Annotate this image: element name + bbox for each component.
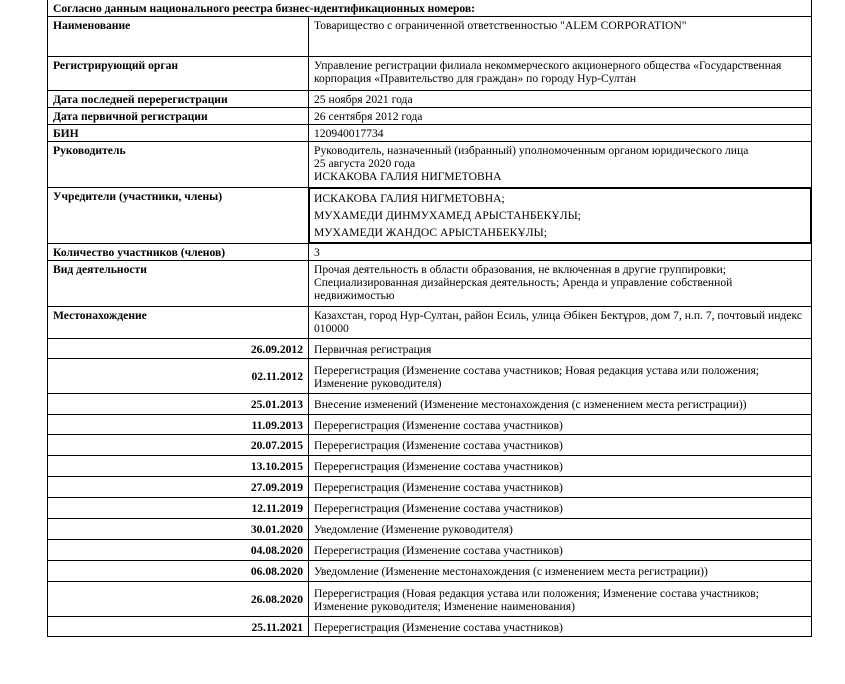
history-row bbox=[48, 582, 812, 617]
field-row-bin bbox=[48, 125, 812, 142]
head-role: Руководитель, назначенный (избранный) уполномоченным органом юридического лица bbox=[314, 144, 749, 157]
history-row bbox=[48, 359, 812, 394]
history-event: Уведомление (Изменение руководителя) bbox=[309, 519, 812, 540]
history-date: 26.09.2012 bbox=[48, 339, 309, 359]
field-row-participants-count bbox=[48, 244, 812, 261]
history-date: 12.11.2019 bbox=[48, 498, 309, 519]
field-row-founders bbox=[48, 188, 812, 244]
history-event: Перерегистрация (Новая редакция устава или положения; Изменение состава участников; Изменение руководителя; Изменение наименования) bbox=[309, 582, 812, 617]
founder-item: ИСКАКОВА ГАЛИЯ НИГМЕТОВНА; bbox=[314, 192, 505, 205]
history-row bbox=[48, 415, 812, 435]
history-date: 30.01.2020 bbox=[48, 519, 309, 540]
founder-item: МУХАМЕДИ ЖАНДОС АРЫСТАНБЕКҰЛЫ; bbox=[314, 226, 547, 239]
history-event: Перерегистрация (Изменение состава участников) bbox=[309, 498, 812, 519]
history-date: 02.11.2012 bbox=[48, 359, 309, 394]
field-row-registrar bbox=[48, 57, 812, 91]
header-row bbox=[48, 0, 812, 17]
field-label: Дата последней перерегистрации bbox=[48, 91, 309, 108]
field-label: Наименование bbox=[48, 17, 309, 57]
field-row-first-registration bbox=[48, 108, 812, 125]
founder-item: МУХАМЕДИ ДИНМУХАМЕД АРЫСТАНБЕКҰЛЫ; bbox=[314, 209, 581, 222]
history-event: Перерегистрация (Изменение состава участников) bbox=[309, 415, 812, 435]
field-label: Местонахождение bbox=[48, 307, 309, 339]
history-date: 20.07.2015 bbox=[48, 435, 309, 456]
field-label: БИН bbox=[48, 125, 309, 142]
history-date: 06.08.2020 bbox=[48, 561, 309, 582]
history-event: Перерегистрация (Изменение состава участников) bbox=[309, 477, 812, 498]
founders-box bbox=[309, 188, 811, 243]
history-date: 27.09.2019 bbox=[48, 477, 309, 498]
field-label: Учредители (участники, члены) bbox=[48, 188, 309, 244]
field-label: Дата первичной регистрации bbox=[48, 108, 309, 125]
history-row bbox=[48, 456, 812, 477]
field-value: Казахстан, город Нур-Султан, район Есиль, улица Әбікен Бектұров, дом 7, н.п. 7, почтовый индекс 010000 bbox=[309, 307, 812, 339]
history-event: Уведомление (Изменение местонахождения (с изменением места регистрации)) bbox=[309, 561, 812, 582]
history-row bbox=[48, 477, 812, 498]
history-date: 11.09.2013 bbox=[48, 415, 309, 435]
founders-value bbox=[309, 188, 812, 244]
field-value: 120940017734 bbox=[309, 125, 812, 142]
history-event: Перерегистрация (Изменение состава участников) bbox=[309, 617, 812, 637]
registry-table bbox=[47, 0, 812, 637]
field-value: Прочая деятельность в области образования, не включенная в другие группировки; Специализированная дизайнерская деятельность; Аренда и управление собственной недвижимостью bbox=[309, 261, 812, 307]
registry-document bbox=[47, 0, 811, 637]
head-name: ИСКАКОВА ГАЛИЯ НИГМЕТОВНА bbox=[314, 170, 502, 183]
field-value: Управление регистрации филиала некоммерческого акционерного общества «Государственная корпорация «Правительство для граждан» по городу Нур-Султан bbox=[309, 57, 812, 91]
history-date: 13.10.2015 bbox=[48, 456, 309, 477]
head-date: 25 августа 2020 года bbox=[314, 157, 416, 170]
field-value: 26 сентября 2012 года bbox=[309, 108, 812, 125]
field-label: Количество участников (членов) bbox=[48, 244, 309, 261]
history-date: 25.11.2021 bbox=[48, 617, 309, 637]
history-event: Перерегистрация (Изменение состава участников) bbox=[309, 435, 812, 456]
history-event: Внесение изменений (Изменение местонахождения (с изменением места регистрации)) bbox=[309, 394, 812, 415]
history-row bbox=[48, 394, 812, 415]
history-row bbox=[48, 617, 812, 637]
field-value: 25 ноября 2021 года bbox=[309, 91, 812, 108]
field-value: Товарищество с ограниченной ответственностью "ALEM CORPORATION" bbox=[309, 17, 812, 57]
history-row bbox=[48, 540, 812, 561]
field-row-location bbox=[48, 307, 812, 339]
history-event: Перерегистрация (Изменение состава участников; Новая редакция устава или положения; Изменение руководителя) bbox=[309, 359, 812, 394]
history-date: 26.08.2020 bbox=[48, 582, 309, 617]
history-event: Первичная регистрация bbox=[309, 339, 812, 359]
history-row bbox=[48, 339, 812, 359]
history-row bbox=[48, 561, 812, 582]
field-row-last-reregistration bbox=[48, 91, 812, 108]
field-row-head bbox=[48, 142, 812, 188]
history-row bbox=[48, 519, 812, 540]
history-event: Перерегистрация (Изменение состава участников) bbox=[309, 456, 812, 477]
field-row-activity bbox=[48, 261, 812, 307]
history-event: Перерегистрация (Изменение состава участников) bbox=[309, 540, 812, 561]
history-date: 04.08.2020 bbox=[48, 540, 309, 561]
history-row bbox=[48, 498, 812, 519]
field-label: Руководитель bbox=[48, 142, 309, 188]
field-value: 3 bbox=[309, 244, 812, 261]
field-label: Вид деятельности bbox=[48, 261, 309, 307]
head-value bbox=[309, 142, 812, 188]
history-date: 25.01.2013 bbox=[48, 394, 309, 415]
history-row bbox=[48, 435, 812, 456]
registry-header: Согласно данным национального реестра бизнес-идентификационных номеров: bbox=[48, 0, 812, 17]
field-row-name bbox=[48, 17, 812, 57]
field-label: Регистрирующий орган bbox=[48, 57, 309, 91]
